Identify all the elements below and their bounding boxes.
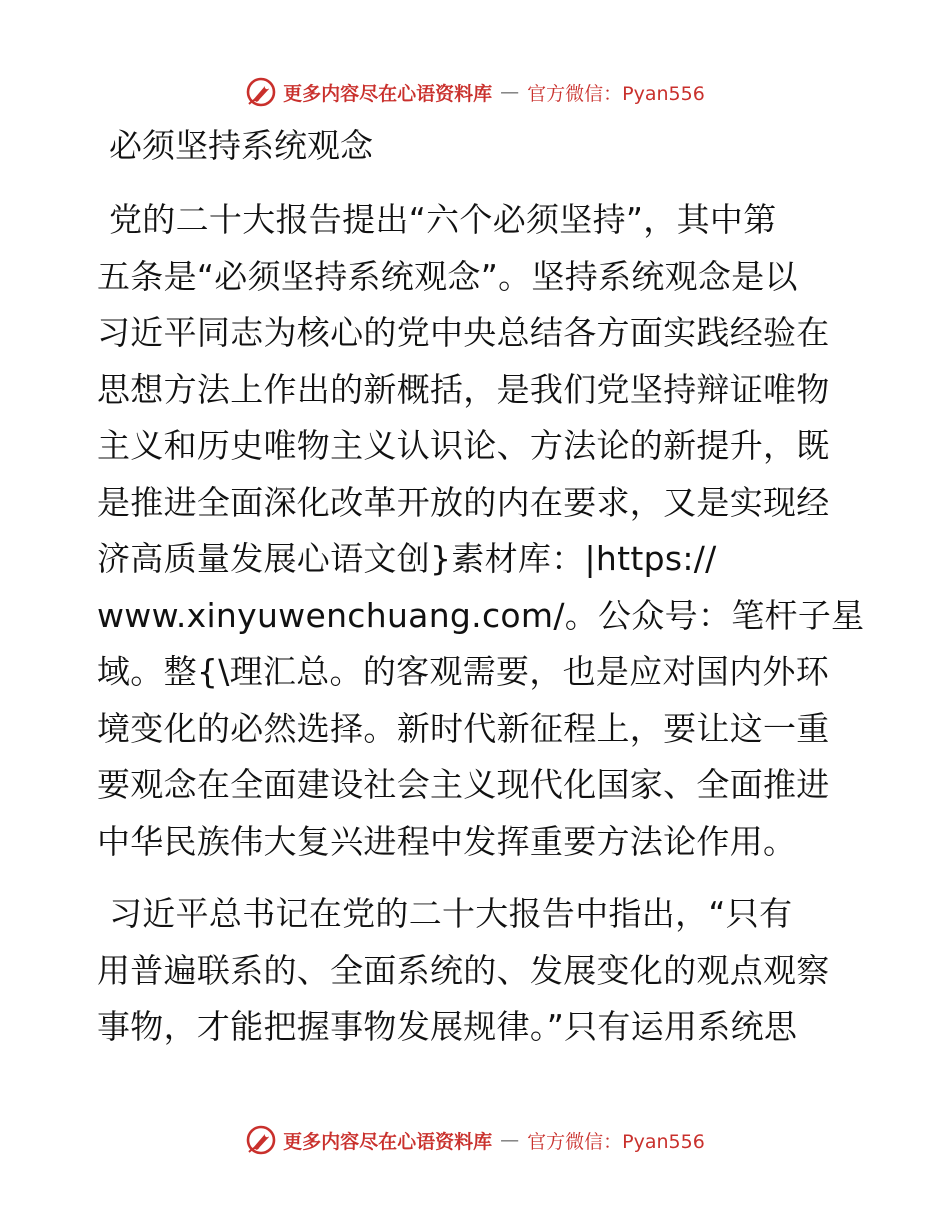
text-line: 五条是“必须坚持系统观念”。坚持系统观念是以 bbox=[97, 256, 798, 296]
header-banner bbox=[0, 72, 950, 112]
text-line: 习近平总书记在党的二十大报告中指出，“只有 bbox=[109, 894, 793, 933]
text-line: 习近平同志为核心的党中央总结各方面实践经验在 bbox=[97, 313, 830, 352]
document-body bbox=[97, 118, 865, 1056]
footer-banner bbox=[0, 1120, 950, 1160]
text-line: 用普遍联系的、全面系统的、发展变化的观点观察 bbox=[97, 950, 830, 990]
header-banner-dash: — bbox=[500, 81, 520, 103]
paragraph-gap bbox=[97, 870, 857, 886]
footer-banner-text: 更多内容尽在心语资料库 bbox=[283, 1130, 493, 1153]
text-line: 事物，才能把握事物发展规律。”只有运用系统思 bbox=[97, 1007, 798, 1046]
text-line: 中华民族伟大复兴进程中发挥重要方法论作用。 bbox=[97, 821, 797, 861]
paragraph-1 bbox=[97, 192, 865, 870]
text-line: 是推进全面深化改革开放的内在要求，又是实现经 bbox=[97, 482, 830, 522]
text-line: 要观念在全面建设社会主义现代化国家、全面推进 bbox=[97, 765, 830, 804]
text-line: 境变化的必然选择。新时代新征程上，要让这一重 bbox=[97, 708, 830, 748]
footer-banner-wechat: 官方微信：Pyan556 bbox=[527, 1130, 705, 1153]
header-banner-inner bbox=[245, 76, 705, 108]
header-banner-text: 更多内容尽在心语资料库 bbox=[283, 82, 493, 105]
pen-nib-logo-icon bbox=[245, 1124, 277, 1156]
text-line: 济高质量发展心语文创}素材库：|https:// bbox=[97, 539, 717, 578]
pen-nib-logo-icon bbox=[245, 76, 277, 108]
footer-banner-dash: — bbox=[500, 1129, 520, 1151]
paragraph-2 bbox=[97, 886, 857, 1056]
text-line: 域。整{\理汇总。的客观需要，也是应对国内外环 bbox=[97, 652, 830, 691]
page-title: 必须坚持系统观念 bbox=[109, 126, 373, 165]
text-line: 主义和历史唯物主义认识论、方法论的新提升，既 bbox=[97, 426, 830, 465]
text-line: www.xinyuwenchuang.com/。公众号：笔杆子星 bbox=[97, 595, 865, 635]
text-line: 思想方法上作出的新概括，是我们党坚持辩证唯物 bbox=[97, 369, 830, 409]
header-banner-wechat: 官方微信：Pyan556 bbox=[527, 82, 705, 105]
text-line: 党的二十大报告提出“六个必须坚持”，其中第 bbox=[109, 200, 777, 239]
footer-banner-inner bbox=[245, 1124, 705, 1156]
